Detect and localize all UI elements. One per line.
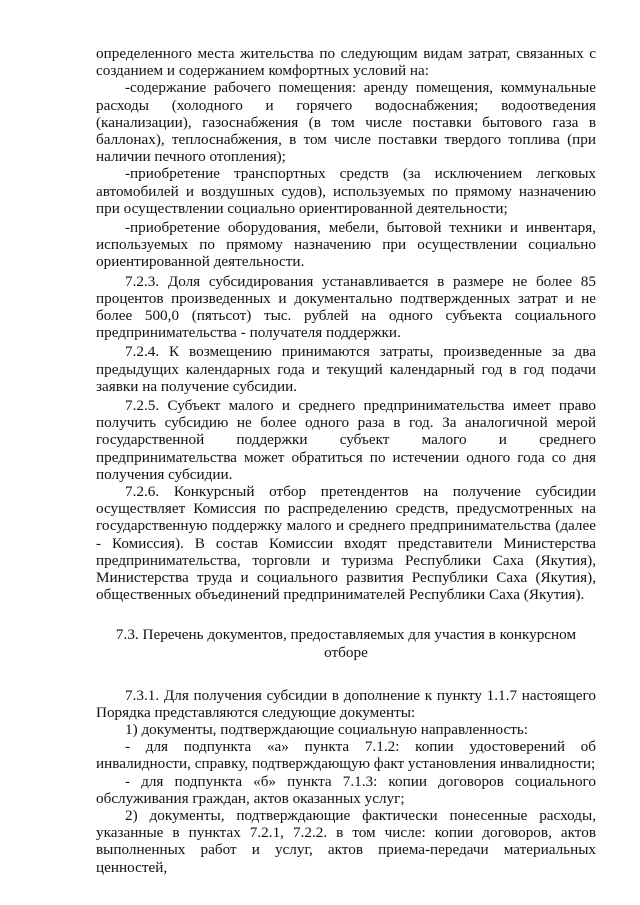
clause-7-2-4: 7.2.4. К возмещению принимаются затраты, произведенные за два предыдущих календарных года и текущий календарный год в год подачи заявки на получение субсидии. (96, 343, 596, 395)
section-heading-line-2: отборе (324, 643, 368, 661)
section-heading-line-1: 7.3. Перечень документов, предоставляемых для участия в конкурсном (115, 625, 577, 643)
clause-7-2-3: 7.2.3. Доля субсидирования устанавливается в размере не более 85 процентов произведенных и документально подтвержденных затрат и не более 500,0 (пятьсот) тыс. рублей на одного субъекта социального предпринимательства - получателя поддержки. (96, 272, 596, 342)
list-item-subpoint-a: - для подпункта «а» пункта 7.1.2: копии удостоверений об инвалидности, справку, подтверждающую факт установления инвалидности; (96, 738, 596, 773)
clause-7-3-1: 7.3.1. Для получения субсидии в дополнение к пункту 1.1.7 настоящего Порядка представляются следующие документы: (96, 686, 596, 721)
clause-7-2-5: 7.2.5. Субъект малого и среднего предпринимательства имеет право получить субсидию не более одного раза в год. За аналогичной мерой государственной поддержки субъект малого и среднего предпринимательства может обратиться по истечении одного года со дня получения субсидии. (96, 397, 596, 483)
list-item-subpoint-b: - для подпункта «б» пункта 7.1.3: копии договоров социального обслуживания граждан, актов оказанных услуг; (96, 772, 596, 807)
list-item-expense-docs: 2) документы, подтверждающие фактически понесенные расходы, указанные в пунктах 7.2.1, 7.2.2. в том числе: копии договоров, актов выполненных работ и услуг, актов приема-передачи материальных ценностей, (96, 806, 596, 876)
document-body (96, 45, 596, 876)
list-item-equipment: -приобретение оборудования, мебели, бытовой техники и инвентаря, используемых по прямому назначению при осуществлении социально ориентированной деятельности. (96, 219, 596, 271)
paragraph-continuation: определенного места жительства по следующим видам затрат, связанных с созданием и содержанием комфортных условий на: (96, 45, 596, 80)
list-item-vehicles: -приобретение транспортных средств (за исключением легковых автомобилей и воздушных судов), используемых по прямому назначению при осуществлении социально ориентированной деятельности; (96, 165, 596, 217)
list-item-social-docs: 1) документы, подтверждающие социальную направленность: (125, 720, 528, 738)
list-item-workspace-costs: -содержание рабочего помещения: аренду помещения, коммунальные расходы (холодного и горячего водоснабжения; водоотведения (канализации), газоснабжения (в том числе поставки бытового газа в баллонах), теплоснабжения, в том числе поставки твердого топлива (при наличии печного отопления); (96, 79, 596, 166)
clause-7-2-6: 7.2.6. Конкурсный отбор претендентов на получение субсидии осуществляет Комиссия по распределению средств, предусмотренных на государственную поддержку малого и среднего предпринимательства (далее - Комиссия). В состав Комиссии входят представители Министерства предпринимательства, торговли и туризма Республики Саха (Якутия), Министерства труда и социального развития Республики Саха (Якутия), общественных объединений предпринимателей Республики Саха (Якутия). (96, 483, 596, 604)
